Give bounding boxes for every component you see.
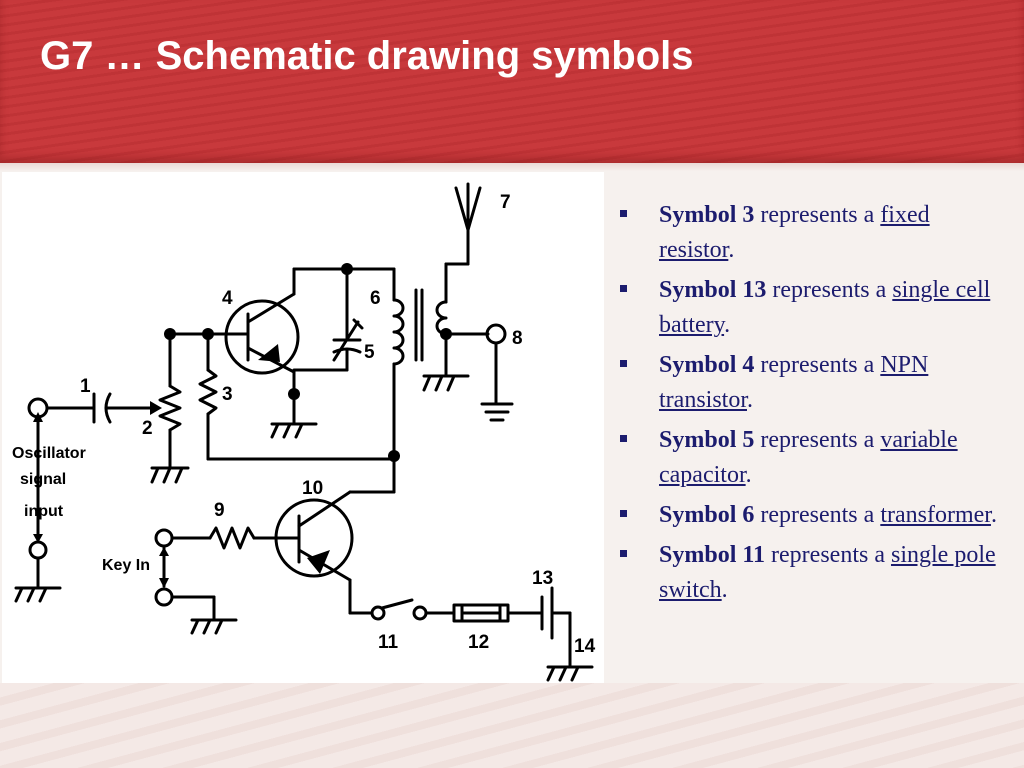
bullet-square-icon xyxy=(620,435,627,442)
list-item xyxy=(620,423,1010,493)
title-band xyxy=(0,0,1024,163)
antenna-symbol-7 xyxy=(446,184,480,264)
fuse-symbol-12 xyxy=(454,605,542,621)
bullet-text: represents a xyxy=(765,542,891,568)
junction-dot xyxy=(388,450,400,462)
schematic-diagram xyxy=(2,172,604,683)
symbol-name: Symbol 11 xyxy=(659,542,766,568)
label-2: 2 xyxy=(142,418,153,439)
resistor-symbol-9 xyxy=(172,528,259,548)
emitter-arrow-4 xyxy=(258,344,280,362)
list-item xyxy=(620,498,1010,533)
bullet-end: . xyxy=(721,577,728,603)
list-item xyxy=(620,273,1010,343)
label-5: 5 xyxy=(364,342,375,363)
bullet-square-icon xyxy=(620,510,627,517)
battery-symbol-13 xyxy=(542,588,570,667)
symbol-name: Symbol 13 xyxy=(659,277,767,303)
label-11: 11 xyxy=(378,632,399,653)
label-14: 14 xyxy=(574,636,596,657)
label-signal: signal xyxy=(20,471,67,488)
bullet-square-icon xyxy=(620,550,627,557)
label-10: 10 xyxy=(302,478,324,499)
bullet-end: . xyxy=(990,502,997,528)
symbol-name: Symbol 3 xyxy=(659,202,755,228)
transistor-symbol-10 xyxy=(259,456,394,613)
junction-dot xyxy=(341,263,353,275)
list-item xyxy=(620,538,1010,608)
key-arrow-down xyxy=(159,578,169,588)
symbol-description-link[interactable]: fixed resistor xyxy=(659,202,930,263)
bullet-text: represents a xyxy=(766,277,893,303)
bullet-end: . xyxy=(728,237,735,263)
list-item xyxy=(620,348,1010,418)
symbol-description-link[interactable]: NPN transistor xyxy=(659,352,929,413)
label-13: 13 xyxy=(532,568,554,589)
label-4: 4 xyxy=(222,288,233,309)
label-7: 7 xyxy=(500,192,511,213)
label-oscillator: Oscillator xyxy=(12,445,86,462)
transformer-symbol-6 xyxy=(394,264,468,456)
junction-dot xyxy=(202,328,214,340)
bullet-text: represents a xyxy=(754,427,881,453)
key-arrow-up xyxy=(159,547,169,556)
schematic-svg xyxy=(2,172,604,683)
wiper-arrow-2 xyxy=(150,401,162,415)
title-divider xyxy=(0,163,1024,171)
bullet-end: . xyxy=(745,462,752,488)
bullet-square-icon xyxy=(620,210,627,217)
switch-symbol-11 xyxy=(372,600,454,619)
label-9: 9 xyxy=(214,500,225,521)
label-key-in: Key In xyxy=(102,557,151,574)
bullet-end: . xyxy=(747,387,753,413)
label-input: input xyxy=(24,503,64,520)
symbol-list xyxy=(620,198,1010,613)
symbol-description-link[interactable]: single pole switch xyxy=(659,542,996,603)
label-12: 12 xyxy=(468,632,490,653)
bullet-text: represents a xyxy=(754,202,881,228)
label-6: 6 xyxy=(370,288,381,309)
output-terminal-symbol-8 xyxy=(446,325,512,420)
symbol-description-link[interactable]: transformer xyxy=(880,502,991,528)
symbol-description-link[interactable]: single cell battery xyxy=(659,277,991,338)
symbol-name: Symbol 5 xyxy=(659,427,755,453)
symbol-name: Symbol 6 xyxy=(659,502,755,528)
list-item xyxy=(620,198,1010,268)
label-3: 3 xyxy=(222,384,233,405)
bullet-text: represents a xyxy=(754,352,881,378)
bullet-square-icon xyxy=(620,285,627,292)
junction-dot xyxy=(164,328,176,340)
junction-dot xyxy=(288,388,300,400)
slide-title: G7 … Schematic drawing symbols xyxy=(40,34,694,78)
emitter-arrow-10 xyxy=(307,550,330,574)
ground-symbol-14 xyxy=(548,667,592,680)
variable-capacitor-symbol-5 xyxy=(294,269,362,370)
symbol-name: Symbol 4 xyxy=(659,352,755,378)
label-1: 1 xyxy=(80,376,91,397)
background-decoration xyxy=(0,683,1024,768)
bullet-text: represents a xyxy=(754,502,881,528)
junction-dot xyxy=(440,328,452,340)
symbol-description-link[interactable]: variable capacitor xyxy=(659,427,958,488)
bullet-square-icon xyxy=(620,360,627,367)
bullet-end: . xyxy=(724,312,731,338)
label-8: 8 xyxy=(512,328,523,349)
